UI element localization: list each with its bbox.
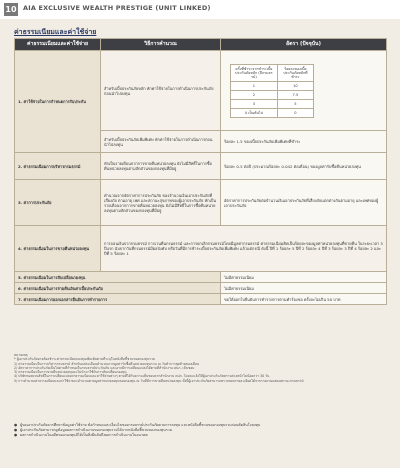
table-row: [15, 51, 387, 131]
table-row: [15, 153, 387, 180]
fee-method: สำหรับเบี้ยประกันภัยหลัก หักค่าใช้จ่ายในการดำเนินการประกันภัยก่อนนำไปลงทุน: [101, 51, 221, 131]
fee-rate: อัตราค่าการประกันภัยต่อจำนวนเงินเอาประกันภัยที่เสี่ยงภัยแตกต่างกันตามอายุ และเพศของผู้เอาประกันภัย: [221, 180, 387, 226]
inner-cell: 0: [277, 109, 313, 118]
inner-cell: 10: [277, 82, 313, 91]
fee-rate: ขอให้ออกใบยืนยันการทำรายการตามคำร้องขอ ครั้งละไม่เกิน 50 บาท: [221, 294, 387, 305]
inner-cell: 7.5: [277, 91, 313, 100]
fee-label: 2. ค่าธรรมเนียมการบริหารกรมธรรม์: [15, 153, 101, 180]
fees-table: [14, 38, 387, 305]
inner-cell: 5: [277, 100, 313, 109]
header-method: วิธีการคำนวณ: [101, 39, 221, 51]
bullet-text: ผู้ขอเอาประกันภัยควรศึกษาข้อมูลค่าใช้จ่าย ข้อกำหนดและเงื่อนไขของกรมธรรม์ประกันภัยควบการลงทุน และหนังสือชี้ชวนของกองทุนรวมก่อนตัดสินใจลงทุน: [20, 423, 261, 427]
fee-label: 4. ค่าธรรมเนียมในการขายคืนหน่วยลงทุน: [15, 226, 101, 272]
footnote: 5/ การคำนวณค่าธรรมเนียมและค่าใช้จ่ายจะคำนวณตามมูลค่าหน่วยลงทุนของกองทุน ณ วันที่มีการขายคืนหน่วยลงทุน ทั้งนี้ผู้เอาประกันภัยสามารถตรวจสอบรายละเอียดได้จากรายงานแสดงสถานะกรมธรรม์: [14, 378, 304, 383]
fee-method: คำนวณจากอัตราค่าการประกันภัย ของจำนวนเงินเอาประกันภัยที่เสี่ยงภัย ตามอายุ เพศ และสถานะสุขภาพของผู้เอาประกันภัย หักเป็นรายเดือนจากการขายคืนหน่วยลงทุน ยังไม่มีสิทธิ์ในการซื้อคืนหน่วยลงทุนตามสัดส่วนของกองทุนที่มีอยู่: [101, 180, 221, 226]
document-title: AIA EXCLUSIVE WEALTH PRESTIGE (UNIT LINKED): [23, 4, 211, 12]
inner-cell: 2: [231, 91, 278, 100]
section-title: ค่าธรรมเนียมและค่าใช้จ่าย: [14, 28, 97, 36]
footnote-heading: หมายเหตุ: [14, 353, 28, 357]
inner-cell: 1: [231, 82, 278, 91]
inner-header: ครั้งที่ชำระจากชำระเบี้ยประกันภัยหลัก (ปีกรมธรรม์): [231, 65, 278, 82]
fee-label: 5. ค่าธรรมเนียมในการสับเปลี่ยนกองทุน: [15, 272, 221, 283]
fee-rate: ไม่มีค่าธรรมเนียม: [221, 283, 387, 294]
bullet-icon: ●: [14, 428, 18, 433]
footnote: * ผู้เอาประกันภัยอาจต้องชำระค่าธรรมเนียมกองทุนเพิ่มเติมตามที่ระบุในหนังสือชี้ชวนของกองทุนรวม: [14, 357, 155, 362]
footnote: 2/ อัตราค่าการประกันภัยเป็นไปตามที่กำหนดในกรมธรรม์ประกันภัย และอาจมีการเปลี่ยนแปลงได้ตามที่สำนักงาน คปภ. เห็นชอบ: [14, 365, 195, 370]
fee-method: สำหรับเบี้ยประกันภัยเพิ่มพิเศษ หักค่าใช้จ่ายในการดำเนินการก่อนนำไปลงทุน: [101, 131, 221, 153]
disclaimer-bullets: [14, 423, 388, 439]
header-fee: ค่าธรรมเนียมและค่าใช้จ่าย: [15, 39, 101, 51]
inner-cell: 3: [231, 100, 278, 109]
inner-rate-table: [230, 64, 314, 118]
footnote: 3/ ค่าธรรมเนียมในการขายคืนหน่วยลงทุนจะไม่นำมาใช้กับการสับเปลี่ยนกองทุน: [14, 370, 127, 375]
bullet-icon: ●: [14, 423, 18, 427]
page-number: 10: [5, 5, 17, 14]
footnote: 1/ ค่าธรรมเนียมในการบริหารกรมธรรม์ สำหรับแต่ละเดือนคำนวณจากมูลค่ารับซื้อคืนหน่วยลงทุนรวม ณ วันทำการสุดท้ายของเดือน: [14, 361, 200, 366]
table-row: [15, 272, 387, 283]
bullet-text: ผลการดำเนินงานในอดีตของกองทุนมิได้เป็นสิ่งยืนยันถึงผลการดำเนินงานในอนาคต: [20, 433, 148, 438]
fee-label: 3. ค่าการประกันภัย: [15, 180, 101, 226]
header-rate: อัตรา (ปัจจุบัน): [221, 39, 387, 51]
table-row: [15, 294, 387, 305]
fee-rate-cell: [221, 51, 387, 131]
fee-label: 1. ค่าใช้จ่ายในการกำหนดการรับประกัน: [15, 51, 101, 153]
footnotes: [14, 353, 388, 383]
fee-rate: ร้อยละ 0.5 ต่อปี (ประมาณร้อยละ 0.042 ต่อเดือน) ของมูลค่ารับซื้อคืนหน่วยลงทุน: [221, 153, 387, 180]
inner-cell: 4 เป็นต้นไป: [231, 109, 278, 118]
fee-rate: ไม่มีค่าธรรมเนียม: [221, 272, 387, 283]
fee-rate: ร้อยละ 1.5 ของเบี้ยประกันภัยเพิ่มพิเศษที่ชำระ: [221, 131, 387, 153]
fee-label: 6. ค่าธรรมเนียมในการจ่ายคืนเงินค่าเบี้ยประกันภัย: [15, 283, 221, 294]
table-row: [15, 180, 387, 226]
bullet-text: ผู้เอาประกันภัยสามารถดูข้อมูลผลการดำเนินงานของกองทุนรวมได้จากหนังสือชี้ชวนของกองทุนรวม: [20, 428, 173, 433]
bullet-item: [14, 433, 388, 438]
footnote: 4/ บริษัทขอสงวนสิทธิ์ในการเปลี่ยนแปลงค่าธรรมเนียมและค่าใช้จ่ายต่างๆ ตามที่ได้รับความเห็นชอบจากสำนักงาน คปภ. โดยจะแจ้งให้ผู้เอาประกันภัยทราบล่วงหน้าไม่น้อยกว่า 30 วัน: [14, 374, 270, 379]
table-row: [15, 226, 387, 272]
bullet-icon: ●: [14, 433, 18, 438]
fee-method: หักเป็นรายเดือนจากการขายคืนหน่วยลงทุน ยังไม่มีสิทธิ์ในการซื้อคืนหน่วยลงทุนตามสัดส่วนของกองทุนที่มีอยู่: [101, 153, 221, 180]
table-header-row: [15, 39, 387, 51]
fee-label: 7. ค่าธรรมเนียมการออกเอกสารยืนยันการทำรายการ: [15, 294, 221, 305]
inner-header: ร้อยละของเบี้ยประกันภัยหลักที่ชำระ: [277, 65, 313, 82]
table-row: [15, 283, 387, 294]
fee-method: การถอนเงินจากกรมธรรม์ การเวนคืนกรมธรรม์ และการยกเลิกกรมธรรม์โดยมีมูลค่ากรมธรรม์ ค่าธรรมเนียมคิดเป็นร้อยละของมูลค่าหน่วยลงทุนที่ขายคืน ในระยะเวลา 5 ปีแรก นับจากวันที่กรมธรรม์มีผลบังคับ หรือวันที่มีการชำระเบี้ยประกันภัยเพิ่มพิเศษ แล้วแต่กรณี ดังนี้ ปีที่ 1 ร้อยละ 5 ปีที่ 2 ร้อยละ 4 ปีที่ 3 ร้อยละ 3 ปีที่ 4 ร้อยละ 2 และปีที่ 5 ร้อยละ 1: [101, 226, 387, 272]
page-header: [0, 0, 400, 19]
